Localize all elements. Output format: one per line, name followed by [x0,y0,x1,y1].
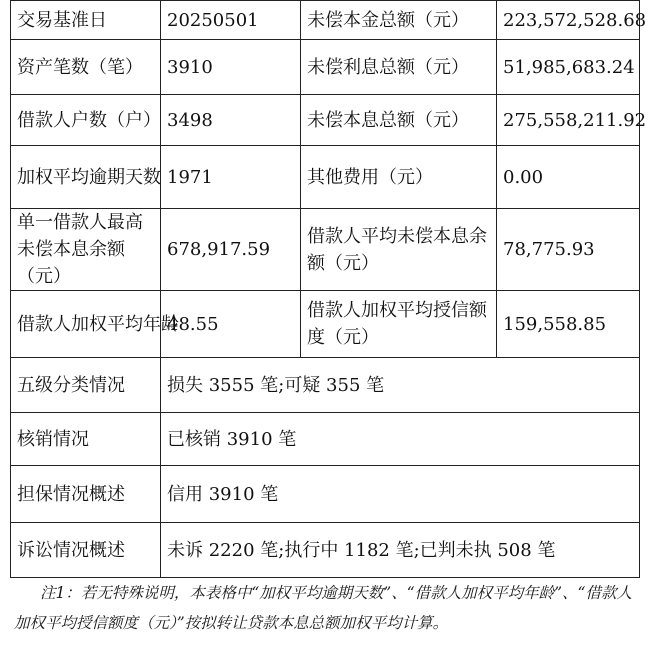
row-value: 159,558.85 [497,291,640,358]
table-row [11,209,640,291]
table-footnote: 注1：若无特殊说明，本表格中“加权平均逾期天数”、“借款人加权平均年龄”、“借款人加权平均授信额度（元）”按拟转让贷款本息总额加权平均计算。 [14,584,632,632]
row-label: 其他费用（元） [301,146,497,209]
row-label: 加权平均逾期天数 [11,146,161,209]
row-value: 未诉 2220 笔;执行中 1182 笔;已判未执 508 笔 [161,523,640,578]
row-label: 借款人户数（户） [11,95,161,146]
row-label: 未偿本息总额（元） [301,95,497,146]
table-row [11,413,640,466]
row-value: 51,985,683.24 [497,40,640,95]
table-row [11,523,640,578]
table-row [11,146,640,209]
table-row [11,358,640,413]
row-value: 78,775.93 [497,209,640,291]
asset-summary-table [10,0,647,578]
row-value: 48.55 [161,291,301,358]
row-value: 275,558,211.92 [497,95,640,146]
row-value: 3910 [161,40,301,95]
row-value: 20250501 [161,1,301,40]
row-label: 未偿利息总额（元） [301,40,497,95]
table-row [11,1,640,40]
row-value: 0.00 [497,146,640,209]
table-row [11,40,640,95]
table-row [11,291,640,358]
row-value: 损失 3555 笔;可疑 355 笔 [161,358,640,413]
row-label: 借款人加权平均年龄 [11,291,161,358]
row-label: 单一借款人最高未偿本息余额（元） [11,209,161,291]
row-label: 交易基准日 [11,1,161,40]
row-value: 3498 [161,95,301,146]
row-value: 1971 [161,146,301,209]
row-label: 借款人平均未偿本息余额（元） [301,209,497,291]
row-value: 678,917.59 [161,209,301,291]
row-label: 资产笔数（笔） [11,40,161,95]
row-value: 已核销 3910 笔 [161,413,640,466]
row-value: 223,572,528.68 [497,1,640,40]
row-value: 信用 3910 笔 [161,466,640,523]
table-row [11,466,640,523]
table-row [11,95,640,146]
row-label: 五级分类情况 [11,358,161,413]
row-label: 未偿本金总额（元） [301,1,497,40]
row-label: 担保情况概述 [11,466,161,523]
row-label: 诉讼情况概述 [11,523,161,578]
row-label: 借款人加权平均授信额度（元） [301,291,497,358]
row-label: 核销情况 [11,413,161,466]
